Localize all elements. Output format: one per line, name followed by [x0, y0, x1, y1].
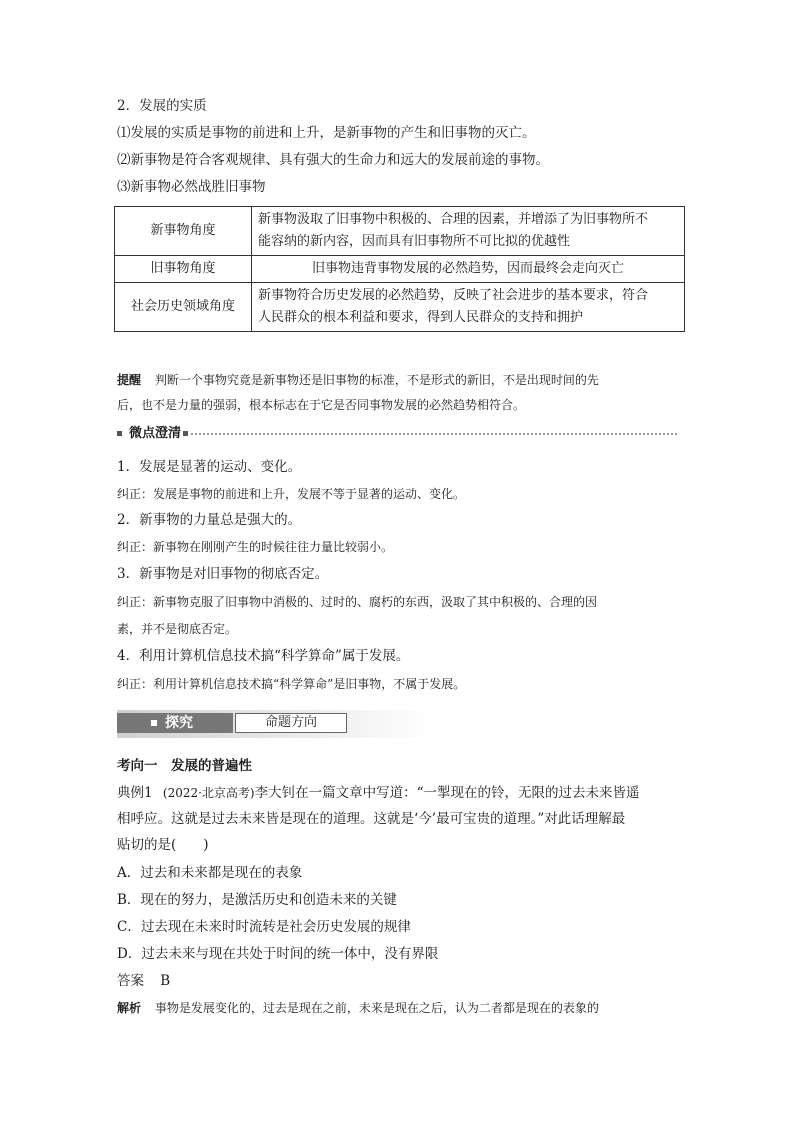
dotted-divider	[191, 433, 677, 435]
example-stem-text: 李大钊在一篇文章中写道：“一掣现在的铃，无限的过去未来皆遥	[254, 785, 640, 801]
answer-line	[117, 972, 684, 990]
clarify-correction: 纠正：利用计算机信息技术搞“科学算命”是旧事物，不属于发展。	[117, 677, 466, 691]
analysis-text: 事物是发展变化的，过去是现在之前，未来是现在之后，认为二者都是现在的表象的	[154, 1001, 599, 1015]
direction-title: 考向一 发展的普遍性	[117, 758, 252, 774]
table-cell	[252, 283, 685, 332]
explore-section-header	[117, 710, 432, 738]
clarify-question: 4．利用计算机信息技术搞“科学算命”属于发展。	[117, 648, 410, 664]
analysis-label: 解析	[117, 1001, 142, 1015]
table-row	[115, 283, 685, 332]
clarify-correction: 素，并不是彻底否定。	[117, 622, 238, 636]
paragraph: ⑶新事物必然战胜旧事物	[117, 179, 266, 195]
analysis-line	[117, 999, 684, 1017]
tip-text: 判断一个事物究竟是新事物还是旧事物的标准，不是形式的新旧，不是出现时间的先	[154, 373, 599, 387]
tip-text: 后，也不是力量的强弱，根本标志在于它是否同事物发展的必然趋势相符合。	[117, 398, 526, 412]
clarify-correction: 纠正：新事物在刚刚产生的时候往往力量比较弱小。	[117, 540, 394, 554]
table-row-label: 社会历史领域角度	[115, 283, 252, 332]
tip-line	[117, 371, 684, 389]
option-c: C．过去现在未来时时流转是社会历史发展的规律	[117, 919, 411, 935]
option-d: D．过去未来与现在共处于时间的统一体中，没有界限	[117, 946, 439, 962]
paragraph: ⑴发展的实质是事物的前进和上升，是新事物的产生和旧事物的灭亡。	[117, 125, 536, 141]
explore-tab-label: 探究	[165, 715, 193, 731]
table-row-label: 旧事物角度	[115, 256, 252, 283]
explore-subtab-label: 命题方向	[264, 715, 317, 730]
answer-value: B	[160, 973, 171, 989]
square-bullet-icon	[117, 431, 122, 436]
clarify-correction: 纠正：发展是事物的前进和上升，发展不等于显著的运动、变化。	[117, 487, 466, 501]
cell-line: 新事物汲取了旧事物中积极的、合理的因素，并增添了为旧事物所不	[258, 212, 649, 227]
square-bullet-icon	[151, 720, 157, 726]
table-row-label: 新事物角度	[115, 207, 252, 256]
example-label: 典例1	[117, 785, 153, 801]
cell-line: 旧事物违背事物发展的必然趋势，因而最终会走向灭亡	[311, 261, 624, 276]
cell-line: 能容纳的新内容，因而具有旧事物所不可比拟的优越性	[258, 234, 571, 249]
table-cell	[252, 207, 685, 256]
clarify-question: 2．新事物的力量总是强大的。	[117, 512, 302, 528]
clarify-question: 3．新事物是对旧事物的彻底否定。	[117, 566, 329, 582]
explore-subtab	[235, 713, 347, 733]
example-stem-text: 贴切的是( )	[117, 837, 209, 853]
example-stem-text: 相呼应。这就是过去未来皆是现在的道理。这就是‘今’最可宝贵的道理。”对此话理解最	[117, 811, 626, 827]
paragraph: ⑵新事物是符合客观规律、具有强大的生命力和远大的发展前途的事物。	[117, 152, 549, 168]
clarify-section-header	[117, 425, 677, 443]
example-source: (2022·北京高考)	[162, 786, 255, 800]
explore-tab	[117, 713, 233, 733]
answer-label: 答案	[117, 973, 144, 989]
comparison-table	[114, 206, 685, 332]
section-heading: 2．发展的实质	[117, 98, 207, 114]
clarify-correction: 纠正：新事物克服了旧事物中消极的、过时的、腐朽的东西，汲取了其中积极的、合理的因	[117, 595, 598, 609]
clarify-question: 1．发展是显著的运动、变化。	[117, 459, 302, 475]
option-a: A．过去和未来都是现在的表象	[117, 865, 303, 881]
option-b: B．现在的努力，是激活历史和创造未来的关键	[117, 892, 397, 908]
tip-label: 提醒	[117, 373, 142, 387]
clarify-title: 微点澄清	[129, 426, 182, 441]
table-row	[115, 207, 685, 256]
cell-line: 新事物符合历史发展的必然趋势，反映了社会进步的基本要求，符合	[258, 288, 649, 303]
example-stem	[117, 784, 684, 802]
square-bullet-icon	[183, 431, 188, 436]
cell-line: 人民群众的根本利益和要求，得到人民群众的支持和拥护	[258, 310, 584, 325]
table-row	[115, 256, 685, 283]
table-cell	[252, 256, 685, 283]
